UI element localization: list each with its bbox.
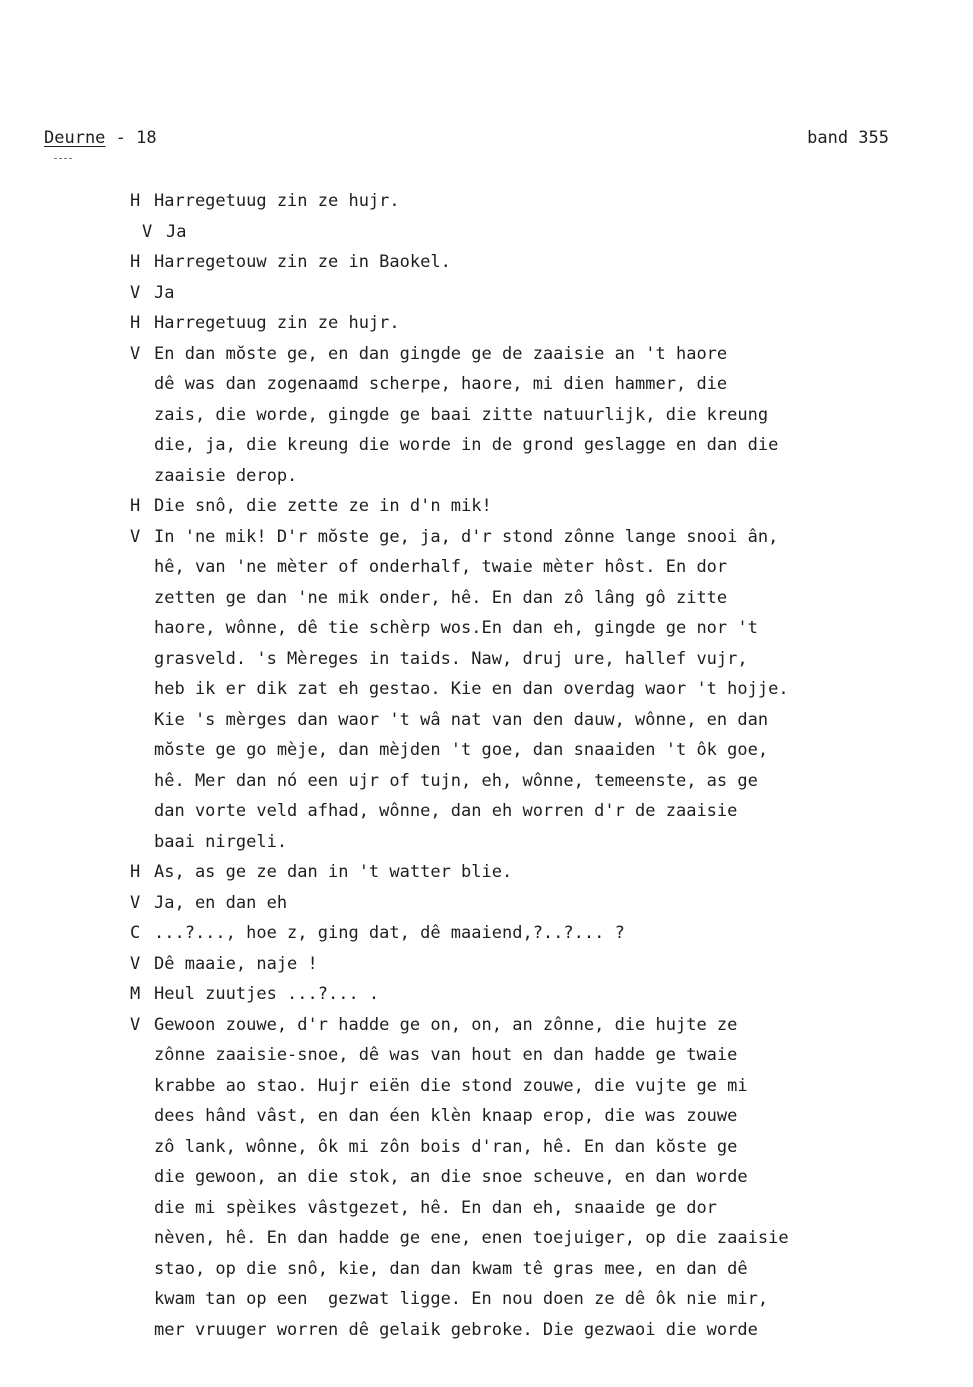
line-text: mŏste ge go mèje, dan mèjden 't goe, dan snaaiden 't ôk goe, <box>154 740 769 760</box>
transcript-line <box>130 796 930 827</box>
transcript-line <box>130 1101 930 1132</box>
speaker-label: V <box>130 526 141 547</box>
line-text: stao, op die snô, kie, dan dan kwam tê gras mee, en dan dê <box>154 1258 748 1279</box>
speaker-label: V <box>130 892 141 913</box>
line-text: Harregetouw zin ze in Baokel. <box>154 252 451 272</box>
line-text: As, as ge ze dan in 't watter blie. <box>154 862 513 882</box>
transcript-line <box>130 217 930 248</box>
line-text: mer vruuger worren dê gelaik gebroke. Die gezwaoi die worde <box>154 1319 758 1340</box>
transcript-line <box>130 308 930 339</box>
speaker-label: V <box>130 282 141 303</box>
line-text: dan vorte veld afhad, wônne, dan eh worren d'r de zaaisie <box>154 801 738 821</box>
line-text: dê was dan zogenaamd scherpe, haore, mi dien hammer, die <box>154 374 728 394</box>
line-text: kwam tan op een gezwat ligge. En nou doen ze dê ôk nie mir, <box>154 1289 769 1309</box>
speaker-label: V <box>130 953 141 974</box>
header-page-number: - 18 <box>115 128 157 148</box>
line-text: zônne zaaisie-snoe, dê was van hout en dan hadde ge twaie <box>154 1045 738 1065</box>
line-text: Harregetuug zin ze hujr. <box>154 191 400 211</box>
line-text: zô lank, wônne, ôk mi zôn bois d'ran, hê. En dan kŏste ge <box>154 1136 738 1157</box>
speaker-label: V <box>130 343 141 364</box>
transcript-line <box>130 674 930 705</box>
line-text: die mi spèikes vâstgezet, hê. En dan eh, snaaide ge dor <box>154 1197 717 1218</box>
speaker-label: H <box>130 313 141 333</box>
transcript-line <box>130 1315 930 1346</box>
transcript-line <box>130 1162 930 1193</box>
transcript-line <box>130 766 930 797</box>
transcript-line <box>130 1193 930 1224</box>
transcript-line <box>130 857 930 888</box>
transcript-line <box>130 430 930 461</box>
line-text: ...?..., hoe z, ging dat, dê maaiend,?..?... ? <box>154 923 625 943</box>
header-left <box>44 128 157 148</box>
transcript-line <box>130 400 930 431</box>
header-band: band 355 <box>807 128 889 148</box>
speaker-label: H <box>130 496 141 516</box>
line-text: Heul zuutjes ...?... . <box>154 984 380 1004</box>
line-text: Dê maaie, naje ! <box>154 953 318 974</box>
transcript-line <box>130 186 930 217</box>
transcript-line <box>130 1071 930 1102</box>
speaker-label: V <box>130 1014 141 1035</box>
line-text: Ja, en dan eh <box>154 892 288 913</box>
transcript-line <box>130 613 930 644</box>
transcript-line <box>130 827 930 858</box>
transcript-body <box>130 186 930 1345</box>
line-text: Ja <box>166 221 187 242</box>
transcript-line <box>130 1223 930 1254</box>
transcript-line <box>130 339 930 370</box>
speaker-label: C <box>130 923 141 943</box>
line-text: dees hând vâst, en dan éen klèn knaap erop, die was zouwe <box>154 1106 738 1126</box>
transcript-line <box>130 949 930 980</box>
transcript-line <box>130 522 930 553</box>
transcript-line <box>130 1254 930 1285</box>
line-text: hê. Mer dan nó een ujr of tujn, eh, wônne, temeenste, as ge <box>154 770 758 791</box>
line-text: Gewoon zouwe, d'r hadde ge on, on, an zônne, die hujte ze <box>154 1014 738 1035</box>
header-place: Deurne <box>44 128 106 148</box>
transcript-line <box>130 369 930 400</box>
transcript-line <box>130 979 930 1010</box>
transcript-line <box>130 552 930 583</box>
line-text: die, ja, die kreung die worde in de grond geslagge en dan die <box>154 435 779 455</box>
page-header <box>44 128 889 154</box>
line-text: In 'ne mik! D'r mŏste ge, ja, d'r stond zônne lange snooi ân, <box>154 526 779 547</box>
speaker-label: H <box>130 191 141 211</box>
line-text: krabbe ao stao. Hujr eiën die stond zouwe, die vujte ge mi <box>154 1075 748 1096</box>
line-text: heb ik er dik zat eh gestao. Kie en dan overdag waor 't hojje. <box>154 679 789 699</box>
transcript-line <box>130 1284 930 1315</box>
transcript-line <box>130 644 930 675</box>
transcript-line <box>130 461 930 492</box>
speaker-label: H <box>130 252 141 272</box>
speaker-label: H <box>130 862 141 882</box>
line-text: Kie 's mèrges dan waor 't wâ nat van den dauw, wônne, en dan <box>154 709 769 730</box>
transcript-line <box>130 888 930 919</box>
line-text: En dan mŏste ge, en dan gingde ge de zaaisie an 't haore <box>154 343 728 364</box>
line-text: zetten ge dan 'ne mik onder, hê. En dan zô lâng gô zitte <box>154 587 728 608</box>
transcript-line <box>130 735 930 766</box>
transcript-line <box>130 918 930 949</box>
speaker-label: M <box>130 984 141 1004</box>
transcript-line <box>130 705 930 736</box>
line-text: die gewoon, an die stok, an die snoe scheuve, en dan worde <box>154 1167 748 1187</box>
line-text: grasveld. 's Mèreges in taids. Naw, druj ure, hallef vujr, <box>154 648 748 669</box>
line-text: baai nirgeli. <box>154 831 288 852</box>
line-text: Ja <box>154 282 175 303</box>
transcript-line <box>130 278 930 309</box>
speaker-label: V <box>142 221 153 242</box>
line-text: haore, wônne, dê tie schèrp wos.En dan eh, gingde ge nor 't <box>154 618 758 638</box>
line-text: hê, van 'ne mèter of onderhalf, twaie mèter hôst. En dor <box>154 557 728 577</box>
transcript-line <box>130 1040 930 1071</box>
line-text: zaaisie derop. <box>154 465 298 486</box>
transcript-line <box>130 1132 930 1163</box>
header-mark <box>54 158 72 159</box>
transcript-line <box>130 247 930 278</box>
line-text: Die snô, die zette ze in d'n mik! <box>154 496 492 516</box>
line-text: Harregetuug zin ze hujr. <box>154 313 400 333</box>
line-text: nèven, hê. En dan hadde ge ene, enen toejuiger, op die zaaisie <box>154 1228 789 1248</box>
line-text: zais, die worde, gingde ge baai zitte natuurlijk, die kreung <box>154 404 769 425</box>
transcript-line <box>130 583 930 614</box>
transcript-line <box>130 491 930 522</box>
transcript-line <box>130 1010 930 1041</box>
